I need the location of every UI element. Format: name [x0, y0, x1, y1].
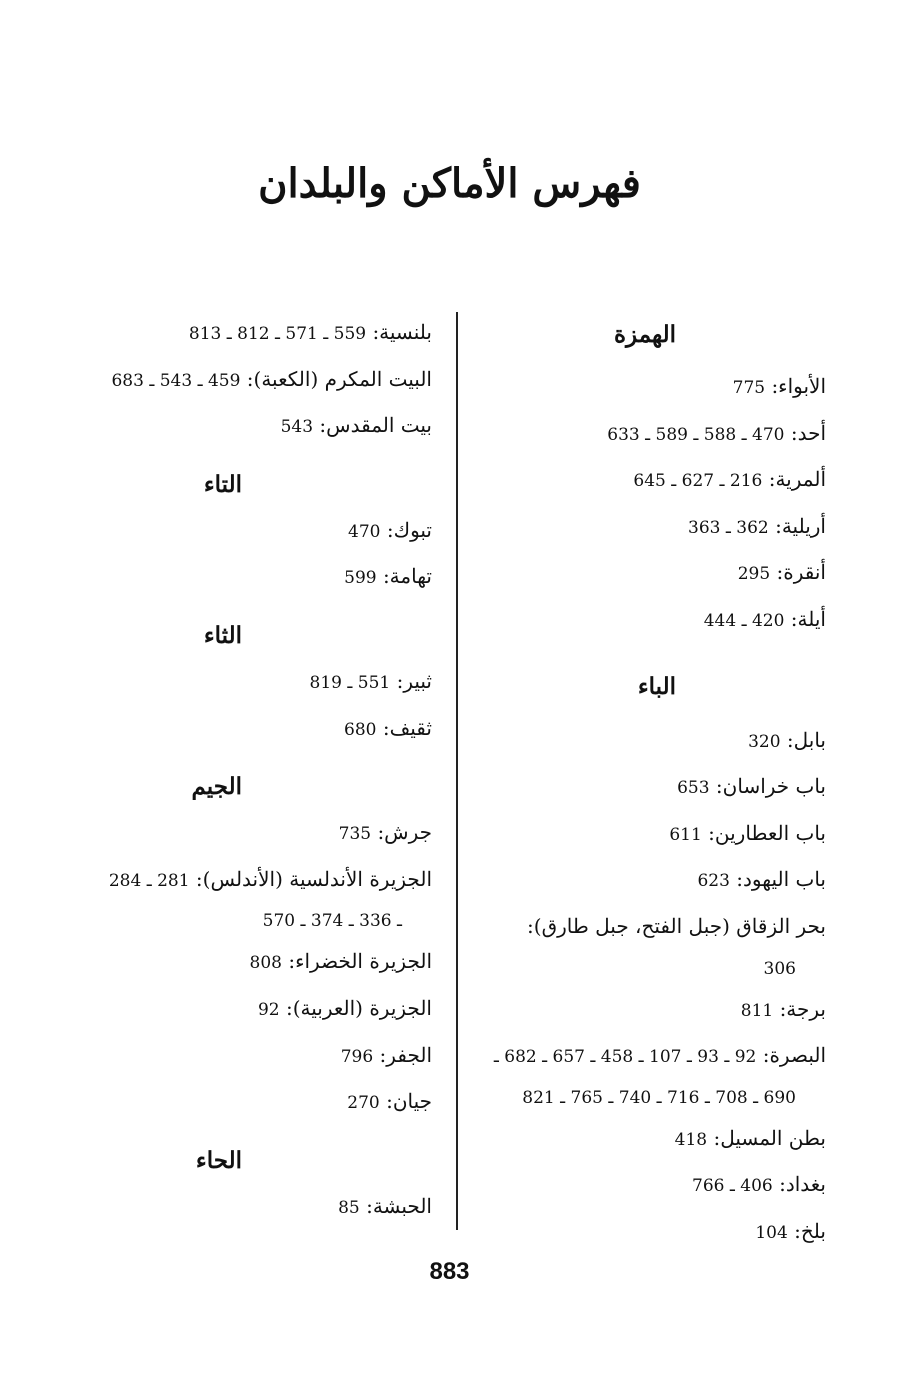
- entry-pages: 623: [697, 871, 730, 892]
- entry-name: ثقيف:: [382, 715, 432, 740]
- index-entry: [466, 504, 826, 551]
- entry-pages: 559 ـ 571 ـ 812 ـ 813: [188, 324, 367, 344]
- index-entry: [70, 310, 432, 357]
- section-heading: الهمزة: [613, 321, 676, 348]
- entry-pages: 281 ـ 284: [108, 870, 190, 891]
- entry-pages: 543: [280, 417, 314, 438]
- entry-name: بيت المقدس:: [319, 413, 432, 438]
- entry-pages: 320: [748, 731, 781, 752]
- entry-name: الجزيرة الخضراء:: [288, 949, 432, 974]
- entry-name: جيان:: [386, 1089, 432, 1114]
- index-entry: [466, 987, 826, 1034]
- index-entry: [70, 1033, 432, 1080]
- index-entry: [466, 364, 826, 411]
- entry-pages: 470 ـ 588 ـ 589 ـ 633: [607, 424, 785, 445]
- entry-name: أيلة:: [790, 606, 826, 631]
- entry-pages: 796: [340, 1046, 374, 1067]
- entry-pages: 420 ـ 444: [703, 610, 785, 631]
- index-entry: [70, 986, 432, 1033]
- entry-pages: 270: [347, 1093, 380, 1114]
- entry-pages: 470: [348, 521, 381, 542]
- entry-name: تبوك:: [386, 517, 432, 542]
- index-entry: [70, 357, 432, 404]
- entry-pages: 418: [674, 1129, 708, 1150]
- entry-name: بابل:: [786, 727, 826, 752]
- section-heading: الجيم: [191, 773, 242, 801]
- entry-name: ثبير:: [396, 668, 432, 693]
- entry-pages-continued: 690 ـ 708 ـ 716 ـ 740 ـ 765 ـ 821: [522, 1087, 796, 1108]
- section-heading: الثاء: [203, 621, 242, 649]
- index-entry: [70, 1184, 432, 1231]
- entry-name: باب خراسان:: [715, 774, 826, 799]
- index-section: [466, 318, 826, 644]
- entry-name: بلنسية:: [372, 320, 432, 344]
- entry-name: الجزيرة (العربية):: [285, 995, 432, 1020]
- index-entry: [466, 411, 826, 458]
- entry-pages: 775: [732, 378, 766, 398]
- index-entry: [466, 1116, 826, 1163]
- entry-pages: 680: [344, 719, 377, 740]
- entry-name: الحبشة:: [366, 1193, 432, 1218]
- section-heading: الحاء: [195, 1146, 242, 1174]
- index-entry: [466, 904, 826, 951]
- index-entry: [70, 659, 432, 706]
- entry-pages: 295: [737, 564, 771, 585]
- entry-name: بحر الزقاق (جبل الفتح، جبل طارق):: [527, 913, 826, 938]
- entry-name: الجفر:: [379, 1042, 432, 1067]
- entry-pages-continued: ـ 336 ـ 374 ـ 570: [262, 911, 402, 932]
- index-entry: [70, 857, 432, 904]
- entry-name: بغداد:: [779, 1172, 826, 1197]
- index-entry: [466, 718, 826, 765]
- entry-pages: 406 ـ 766: [692, 1176, 773, 1197]
- entry-pages: 808: [249, 953, 282, 974]
- entry-name: الجزيرة الأندلسية (الأندلس):: [195, 866, 432, 891]
- entry-pages: 85: [338, 1197, 360, 1218]
- index-entry: [70, 508, 432, 555]
- entry-name: بطن المسيل:: [713, 1125, 826, 1150]
- index-section: [70, 468, 432, 601]
- section-heading: الباء: [637, 672, 676, 700]
- index-entry: [466, 811, 826, 858]
- entry-name: ألمرية:: [768, 467, 826, 492]
- index-entry: [466, 1162, 826, 1209]
- index-entry: [466, 1033, 826, 1080]
- index-entry: [466, 1209, 826, 1256]
- index-column-left: [70, 310, 432, 1230]
- index-section: [70, 1144, 432, 1231]
- index-entry: [70, 1079, 432, 1126]
- entry-name: تهامة:: [382, 564, 432, 589]
- entry-name: أنقرة:: [776, 560, 826, 585]
- entry-name: باب اليهود:: [736, 867, 826, 892]
- entry-pages: 551 ـ 819: [309, 672, 391, 693]
- index-section: [466, 670, 826, 1256]
- section-heading: التاء: [203, 470, 242, 498]
- entry-pages: 216 ـ 627 ـ 645: [633, 471, 763, 492]
- index-entry: [70, 810, 432, 857]
- index-section: [70, 310, 432, 450]
- index-entry: [466, 597, 826, 644]
- index-section: [70, 619, 432, 752]
- entry-pages: 92: [257, 999, 280, 1020]
- entry-name: باب العطارين:: [708, 820, 826, 845]
- entry-name: أحد:: [790, 420, 826, 445]
- entry-pages: 611: [669, 824, 702, 845]
- index-entry: [466, 457, 826, 504]
- index-entry: [466, 857, 826, 904]
- entry-name: برجة:: [779, 996, 826, 1021]
- entry-pages: 653: [677, 778, 710, 799]
- entry-pages-continued: 306: [763, 958, 796, 979]
- index-column-right: [466, 318, 826, 1256]
- index-entry: [70, 939, 432, 986]
- entry-name: أريلية:: [775, 513, 826, 538]
- index-entry: [466, 764, 826, 811]
- index-entry: [70, 554, 432, 601]
- entry-pages: 92 ـ 93 ـ 107 ـ 458 ـ 657 ـ 682 ـ: [493, 1047, 757, 1068]
- entry-name: البيت المكرم (الكعبة):: [246, 366, 432, 391]
- entry-pages: 599: [344, 568, 377, 589]
- index-entry: [70, 403, 432, 450]
- entry-name: البصرة:: [762, 1043, 826, 1068]
- entry-name: الأبواء:: [771, 374, 826, 398]
- entry-pages: 735: [338, 824, 372, 845]
- column-divider: [456, 312, 458, 1230]
- index-section: [70, 770, 432, 1126]
- entry-name: بلخ:: [794, 1218, 826, 1243]
- entry-pages: 104: [755, 1222, 788, 1243]
- entry-pages: 362 ـ 363: [688, 517, 769, 538]
- entry-pages: 811: [740, 1000, 774, 1021]
- page-number: 883: [429, 1258, 470, 1285]
- index-entry: [70, 706, 432, 753]
- index-entry: [466, 550, 826, 597]
- entry-pages: 459 ـ 543 ـ 683: [111, 370, 241, 391]
- page-title: فهرس الأماكن والبلدان: [258, 160, 641, 207]
- entry-name: جرش:: [377, 820, 432, 845]
